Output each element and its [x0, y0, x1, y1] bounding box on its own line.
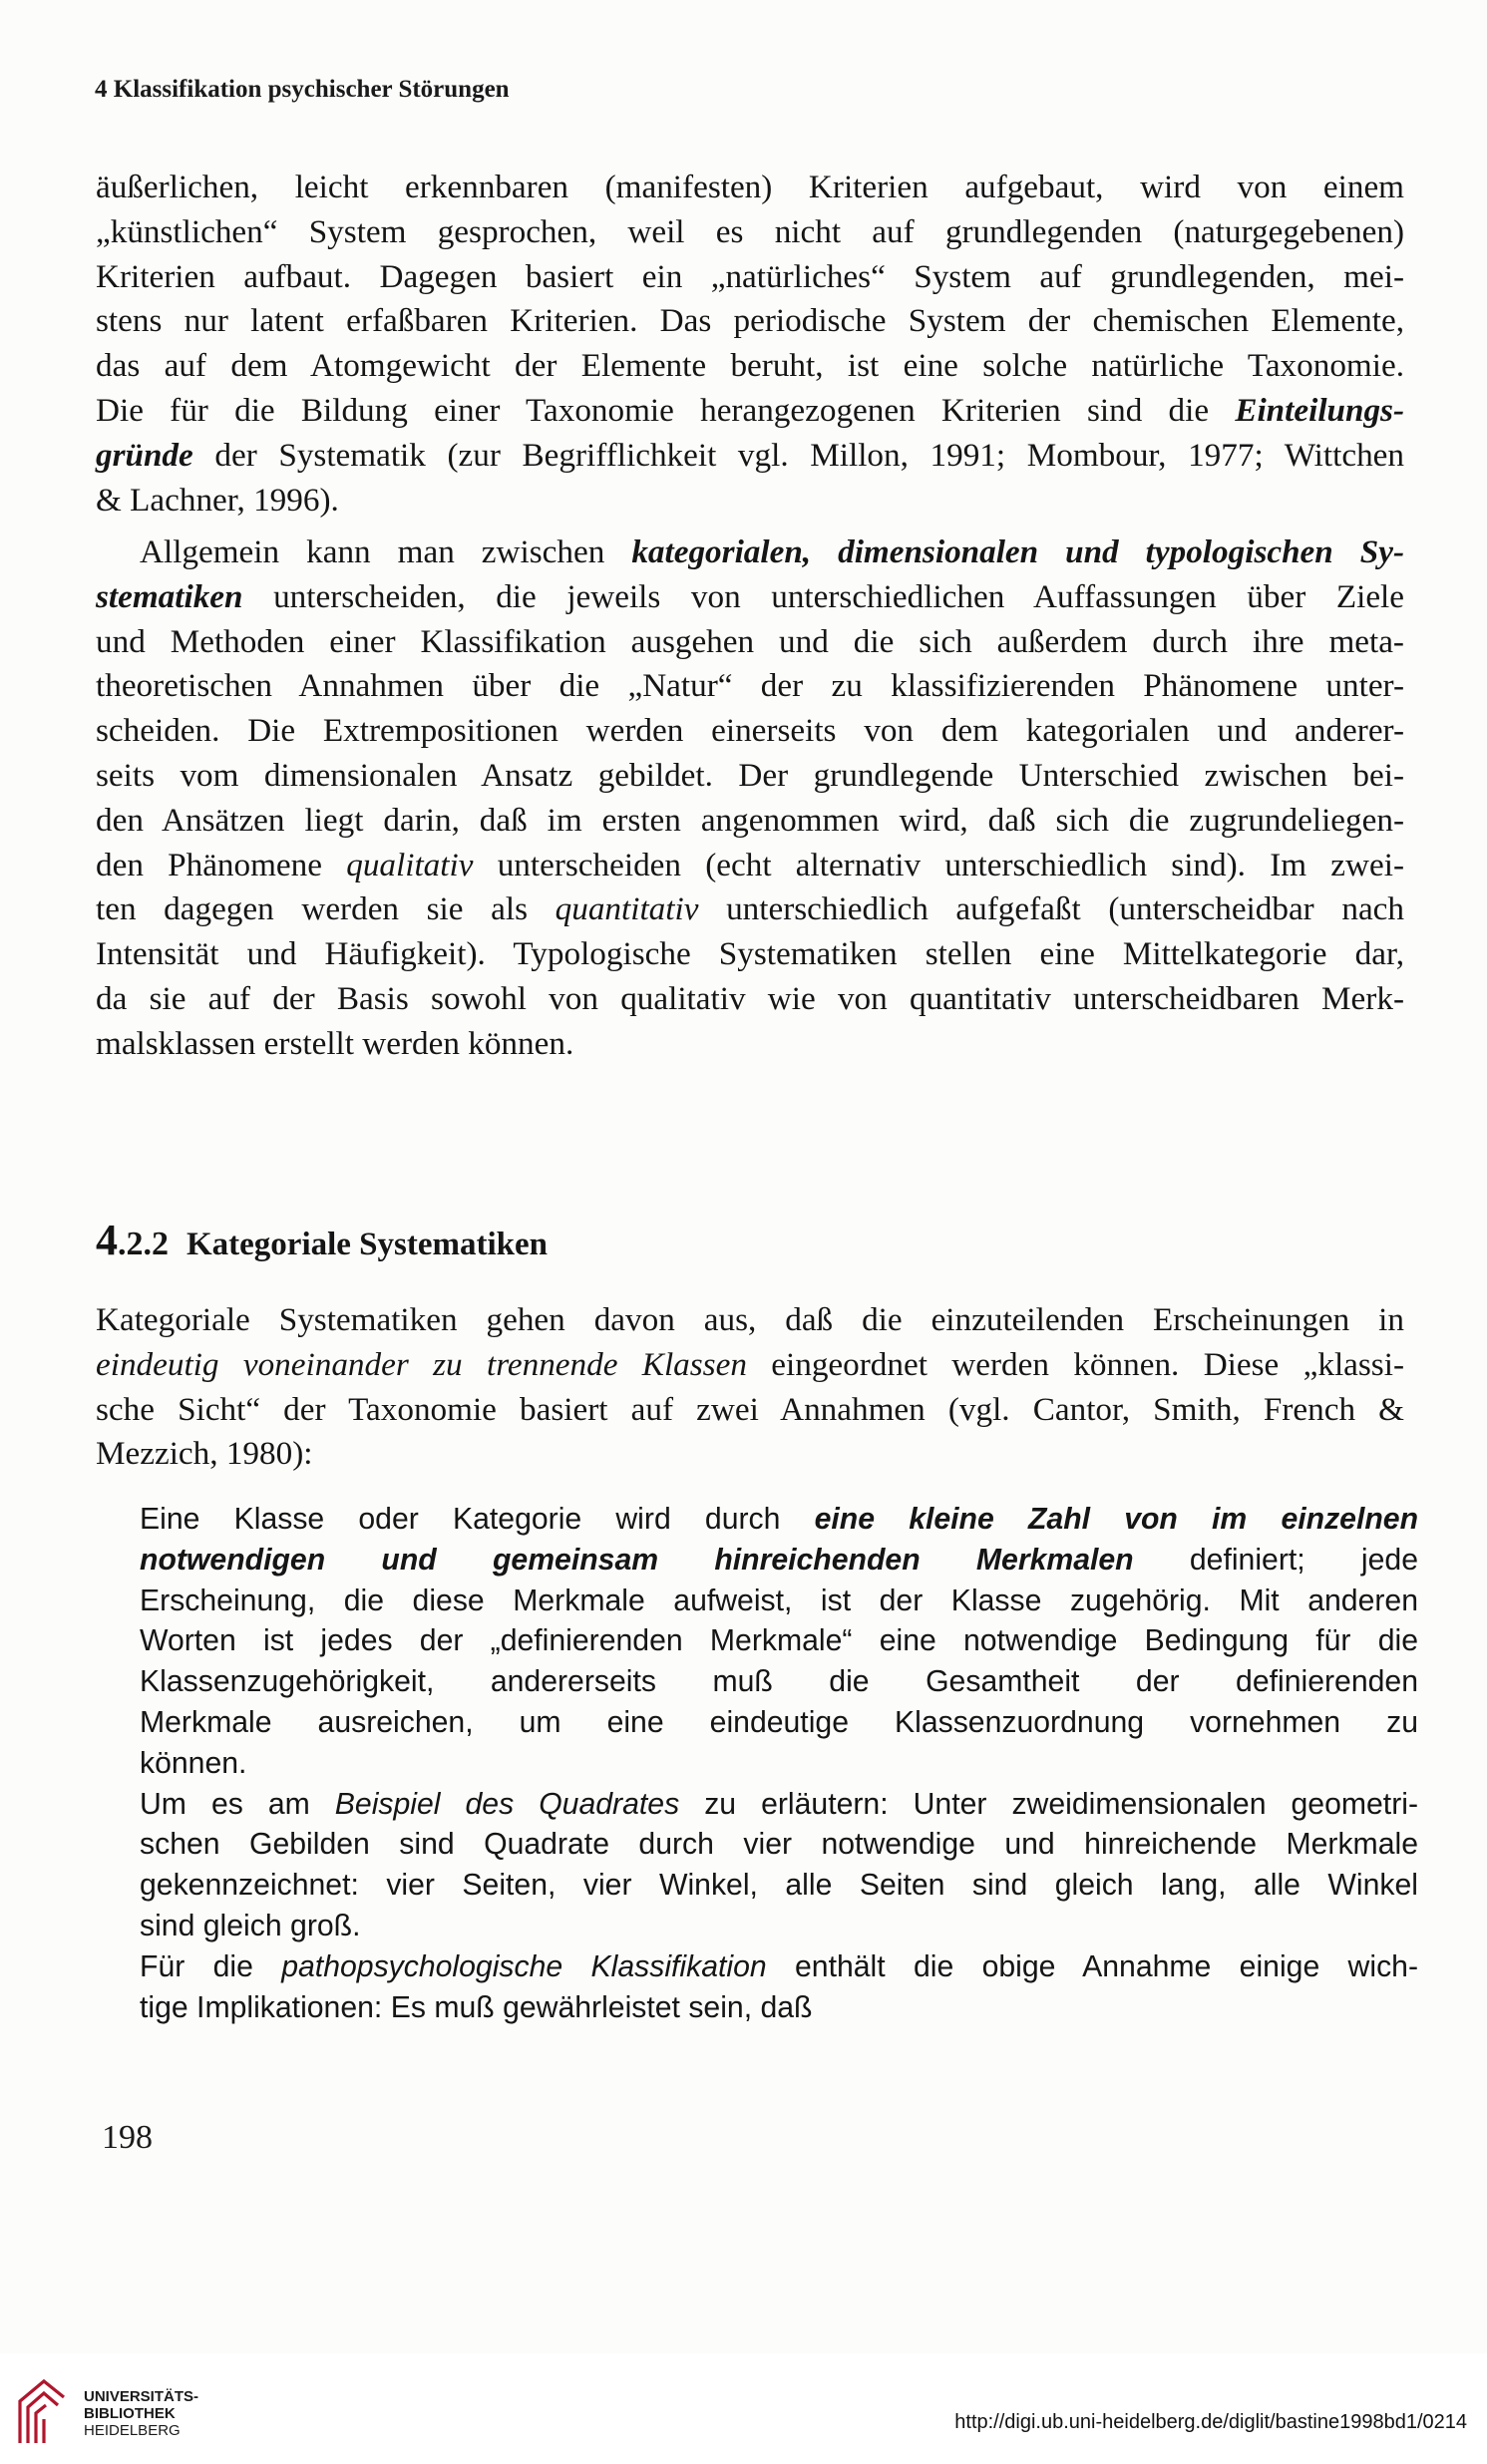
text-line — [96, 575, 1404, 620]
emphasis-pathopsychologisch: pathopsychologische Klassifikation — [281, 1949, 767, 1983]
text-line: den Ansätzen liegt darin, daß im ersten angenommen wird, daß sich die zugrundeliegen- — [96, 801, 1404, 839]
text-line — [96, 530, 1404, 575]
quote-line: Klassenzugehörigkeit, andererseits muß die Gesamtheit der definierenden — [140, 1665, 1418, 1699]
text-run: den Phänomene — [96, 846, 322, 883]
text-line: und Methoden einer Klassifikation ausgehen und die sich außerdem durch ihre meta- — [96, 622, 1404, 660]
quote-line: Merkmale ausreichen, um eine eindeutige Klassenzuordnung vornehmen zu — [140, 1705, 1418, 1739]
quote-line — [140, 1785, 1418, 1826]
paragraph-2 — [96, 530, 1404, 1067]
text-line: äußerlichen, leicht erkennbaren (manifesten) Kriterien aufgebaut, wird von einem — [96, 169, 1404, 205]
text-run: Die für die Bildung einer Taxonomie herangezogenen Kriterien sind die — [96, 391, 1210, 429]
quote-line — [140, 1500, 1418, 1541]
emphasis-systematiken: kategorialen, dimensionalen und typologischen Sy- — [631, 533, 1404, 570]
text-line: Kategoriale Systematiken gehen davon aus, daß die einzuteilenden Erscheinungen in — [96, 1301, 1404, 1338]
quote-line: schen Gebilden sind Quadrate durch vier notwendige und hinreichende Merkmale — [140, 1828, 1418, 1862]
text-run: ten dagegen werden sie als — [96, 890, 528, 928]
emphasis-systematiken-cont: stematiken — [96, 577, 243, 615]
emphasis-einteilungsgruende: Einteilungs- — [1235, 391, 1405, 429]
text-run: zu erläutern: Unter zweidimensionalen geometri- — [704, 1787, 1419, 1821]
block-quote — [140, 1500, 1418, 2028]
library-name-line: UNIVERSITÄTS- — [84, 2388, 199, 2405]
viewer-footer — [0, 2353, 1487, 2464]
emphasis-einteilungsgruende-cont: gründe — [96, 436, 193, 474]
library-name-line: BIBLIOTHEK — [84, 2405, 176, 2422]
text-run: definiert; jede — [1189, 1543, 1419, 1577]
text-run: Um es am — [140, 1787, 310, 1821]
section-title: Kategoriale Systematiken — [186, 1227, 549, 1262]
quote-line: können. — [140, 1746, 247, 1780]
paragraph-3 — [96, 1298, 1404, 1477]
text-run: Für die — [140, 1949, 253, 1983]
library-name-line: HEIDELBERG — [84, 2422, 181, 2439]
text-line: Kriterien aufbaut. Dagegen basiert ein „natürliches“ System auf grundlegenden, mei- — [96, 257, 1404, 295]
text-line: seits vom dimensionalen Ansatz gebildet. Der grundlegende Unterschied zwischen bei- — [96, 756, 1404, 794]
text-run: eingeordnet werden können. Diese „klassi- — [771, 1345, 1404, 1383]
text-run: Allgemein kann man zwischen — [140, 533, 605, 570]
text-line: Intensität und Häufigkeit). Typologische Systematiken stellen eine Mittelkategorie dar, — [96, 935, 1404, 973]
quote-line: sind gleich groß. — [140, 1909, 361, 1942]
quote-line — [140, 1541, 1418, 1582]
text-line: „künstlichen“ System gesprochen, weil es nicht auf grundlegenden (naturgegebenen) — [96, 212, 1404, 250]
section-number — [96, 1215, 169, 1265]
text-line — [96, 844, 1404, 888]
text-line — [96, 434, 1404, 479]
text-line: & Lachner, 1996). — [96, 481, 339, 519]
text-line — [96, 389, 1404, 434]
text-run: unterscheiden (echt alternativ unterschiedlich sind). Im zwei- — [497, 846, 1404, 883]
text-line — [96, 887, 1404, 932]
text-line: scheiden. Die Extrempositionen werden einerseits von dem kategorialen und anderer- — [96, 712, 1404, 750]
emphasis-quadrat: Beispiel des Quadrates — [334, 1787, 680, 1821]
text-run: unterschiedlich aufgefaßt (unterscheidbar nach — [726, 890, 1405, 928]
emphasis-merkmale: eine kleine Zahl von im einzelnen — [814, 1503, 1419, 1536]
quote-line: Erscheinung, die diese Merkmale aufweist, ist der Klasse zugehörig. Mit anderen — [140, 1584, 1418, 1617]
library-name — [84, 2388, 198, 2439]
quote-line: gekennzeichnet: vier Seiten, vier Winkel, alle Seiten sind gleich lang, alle Winkel — [140, 1869, 1418, 1903]
paragraph-1 — [96, 166, 1404, 523]
quote-line: Worten ist jedes der „definierenden Merkmale“ eine notwendige Bedingung für die — [140, 1624, 1418, 1658]
quote-line — [140, 1947, 1418, 1988]
emphasis-merkmale-cont: notwendigen und gemeinsam hinreichenden Merkmalen — [140, 1543, 1134, 1577]
text-line: das auf dem Atomgewicht der Elemente beruht, ist eine solche natürliche Taxonomie. — [96, 347, 1404, 385]
quote-line: tige Implikationen: Es muß gewährleistet sein, daß — [140, 1990, 813, 2024]
text-line: sche Sicht“ der Taxonomie basiert auf zwei Annahmen (vgl. Cantor, Smith, French & — [96, 1390, 1404, 1428]
text-run: der Systematik (zur Begrifflichkeit vgl. Millon, 1991; Mombour, 1977; Wittchen — [214, 436, 1404, 474]
emphasis-qualitativ: qualitativ — [346, 846, 474, 883]
text-run: unterscheiden, die jeweils von unterschiedlichen Auffassungen über Ziele — [273, 577, 1405, 615]
text-line: da sie auf der Basis sowohl von qualitativ wie von quantitativ unterscheidbaren Merk- — [96, 979, 1404, 1017]
emphasis-quantitativ: quantitativ — [555, 890, 699, 928]
library-logo-icon — [14, 2375, 70, 2445]
text-line: malsklassen erstellt werden können. — [96, 1024, 574, 1062]
text-line: stens nur latent erfaßbaren Kriterien. Das periodische System der chemischen Elemente, — [96, 302, 1404, 340]
page-number: 198 — [102, 2119, 153, 2156]
section-heading — [96, 1215, 548, 1265]
text-run: enthält die obige Annahme einige wich- — [795, 1949, 1419, 1983]
section-number-minor: .2.2 — [118, 1226, 169, 1262]
emphasis-klassen: eindeutig voneinander zu trennende Klassen — [96, 1345, 747, 1383]
text-run: Eine Klasse oder Kategorie wird durch — [140, 1503, 781, 1536]
running-head: 4 Klassifikation psychischer Störungen — [95, 76, 510, 103]
section-number-major: 4 — [96, 1216, 118, 1264]
text-line: Mezzich, 1980): — [96, 1435, 313, 1473]
text-line — [96, 1343, 1404, 1388]
text-line: theoretischen Annahmen über die „Natur“ der zu klassifizierenden Phänomene unter- — [96, 667, 1404, 705]
document-url[interactable]: http://digi.ub.uni-heidelberg.de/diglit/bastine1998bd1/0214 — [954, 2411, 1467, 2433]
